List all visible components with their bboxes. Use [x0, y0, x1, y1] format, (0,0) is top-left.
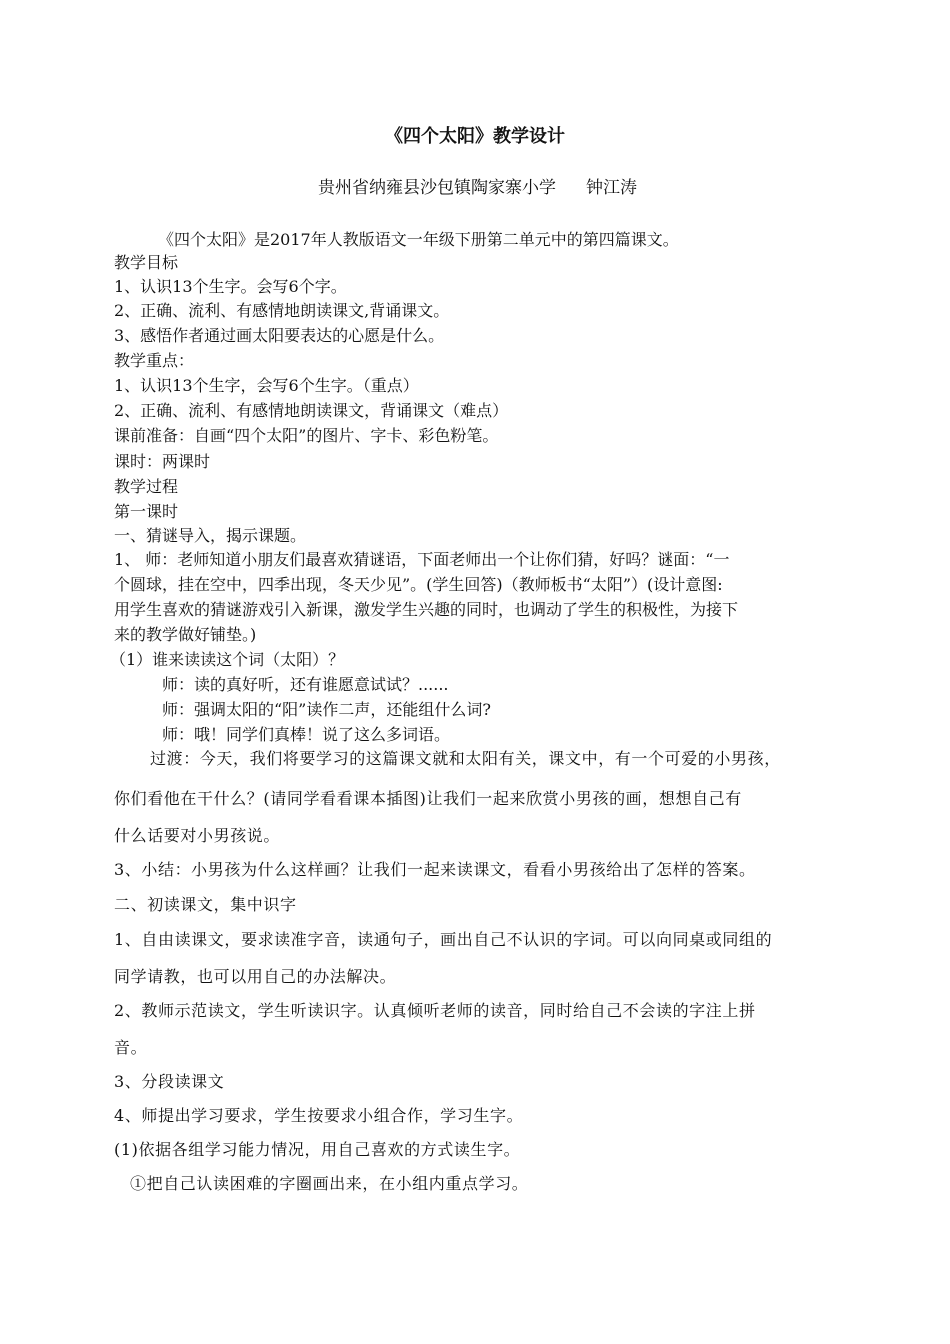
class-hours-line: 课时：两课时: [114, 452, 211, 471]
paragraph-line: 1、 师：老师知道小朋友们最喜欢猜谜语，下面老师出一个让你们猜，好吗？谜面：“一: [114, 550, 730, 569]
goal-item-1: 1、认识13个生字。会写6个字。: [114, 277, 347, 296]
teacher-line: 师：强调太阳的“阳”读作二声，还能组什么词?: [162, 700, 491, 719]
paragraph-line: ①把自己认读困难的字圈画出来，在小组内重点学习。: [130, 1174, 529, 1193]
paragraph-line: 2、教师示范读文，学生听读识字。认真倾听老师的读音，同时给自己不会读的字注上拼: [114, 1001, 756, 1020]
transition-line: 你们看他在干什么？(请同学看看课本插图)让我们一起来欣赏小男孩的画，想想自己有: [114, 789, 742, 808]
author-school: 贵州省纳雍县沙包镇陶家寨小学: [318, 178, 556, 198]
heading-key-points: 教学重点：: [114, 351, 195, 370]
key-point-2: 2、正确、流利、有感情地朗读课文，背诵课文（难点）: [114, 401, 509, 420]
paragraph-line: 个圆球，挂在空中，四季出现，冬天少见”。(学生回答)（教师板书“太阳”）(设计意图:: [114, 575, 723, 594]
paragraph-line: 用学生喜欢的猜谜游戏引入新课，激发学生兴趣的同时，也调动了学生的积极性，为接下: [114, 600, 739, 619]
paragraph-line: 1、自由读课文，要求读准字音，读通句子，画出自己不认识的字词。可以向同桌或同组的: [114, 930, 773, 949]
paragraph-line: 3、分段读课文: [114, 1072, 225, 1091]
section-2-heading: 二、初读课文，集中识字: [114, 895, 297, 914]
paragraph-line: 4、师提出学习要求，学生按要求小组合作，学习生字。: [114, 1106, 524, 1125]
summary-line: 3、小结：小男孩为什么这样画？让我们一起来读课文，看看小男孩给出了怎样的答案。: [114, 860, 756, 879]
key-point-1: 1、认识13个生字，会写6个生字。（重点）: [114, 376, 419, 395]
document-title: 《四个太阳》教学设计: [385, 126, 565, 147]
paragraph-line: 来的教学做好铺垫。): [114, 625, 257, 644]
intro-paragraph: 《四个太阳》是2017年人教版语文一年级下册第二单元中的第四篇课文。: [158, 230, 679, 249]
preparation-line: 课前准备：自画“四个太阳”的图片、字卡、彩色粉笔。: [114, 426, 499, 445]
sub-item-1: （1）谁来读读这个词（太阳）？: [110, 650, 345, 669]
teacher-line: 师：读的真好听，还有谁愿意试试？......: [162, 675, 449, 694]
paragraph-line: 音。: [114, 1038, 148, 1057]
goal-item-3: 3、感悟作者通过画太阳要表达的心愿是什么。: [114, 326, 445, 345]
heading-teaching-goals: 教学目标: [114, 253, 179, 272]
heading-first-lesson: 第一课时: [114, 502, 179, 521]
author-line: [318, 175, 637, 201]
transition-line: 过渡：今天，我们将要学习的这篇课文就和太阳有关，课文中，有一个可爱的小男孩，: [150, 749, 781, 768]
goal-item-2: 2、正确、流利、有感情地朗读课文,背诵课文。: [114, 301, 450, 320]
transition-line: 什么话要对小男孩说。: [114, 826, 281, 845]
section-1-heading: 一、猜谜导入，揭示课题。: [114, 526, 307, 545]
paragraph-line: (1)依据各组学习能力情况，用自己喜欢的方式读生字。: [114, 1140, 521, 1159]
author-name: 钟江涛: [586, 178, 637, 198]
teacher-line: 师：哦！同学们真棒！说了这么多词语。: [162, 725, 451, 744]
paragraph-line: 同学请教，也可以用自己的办法解决。: [114, 967, 397, 986]
heading-teaching-process: 教学过程: [114, 477, 179, 496]
